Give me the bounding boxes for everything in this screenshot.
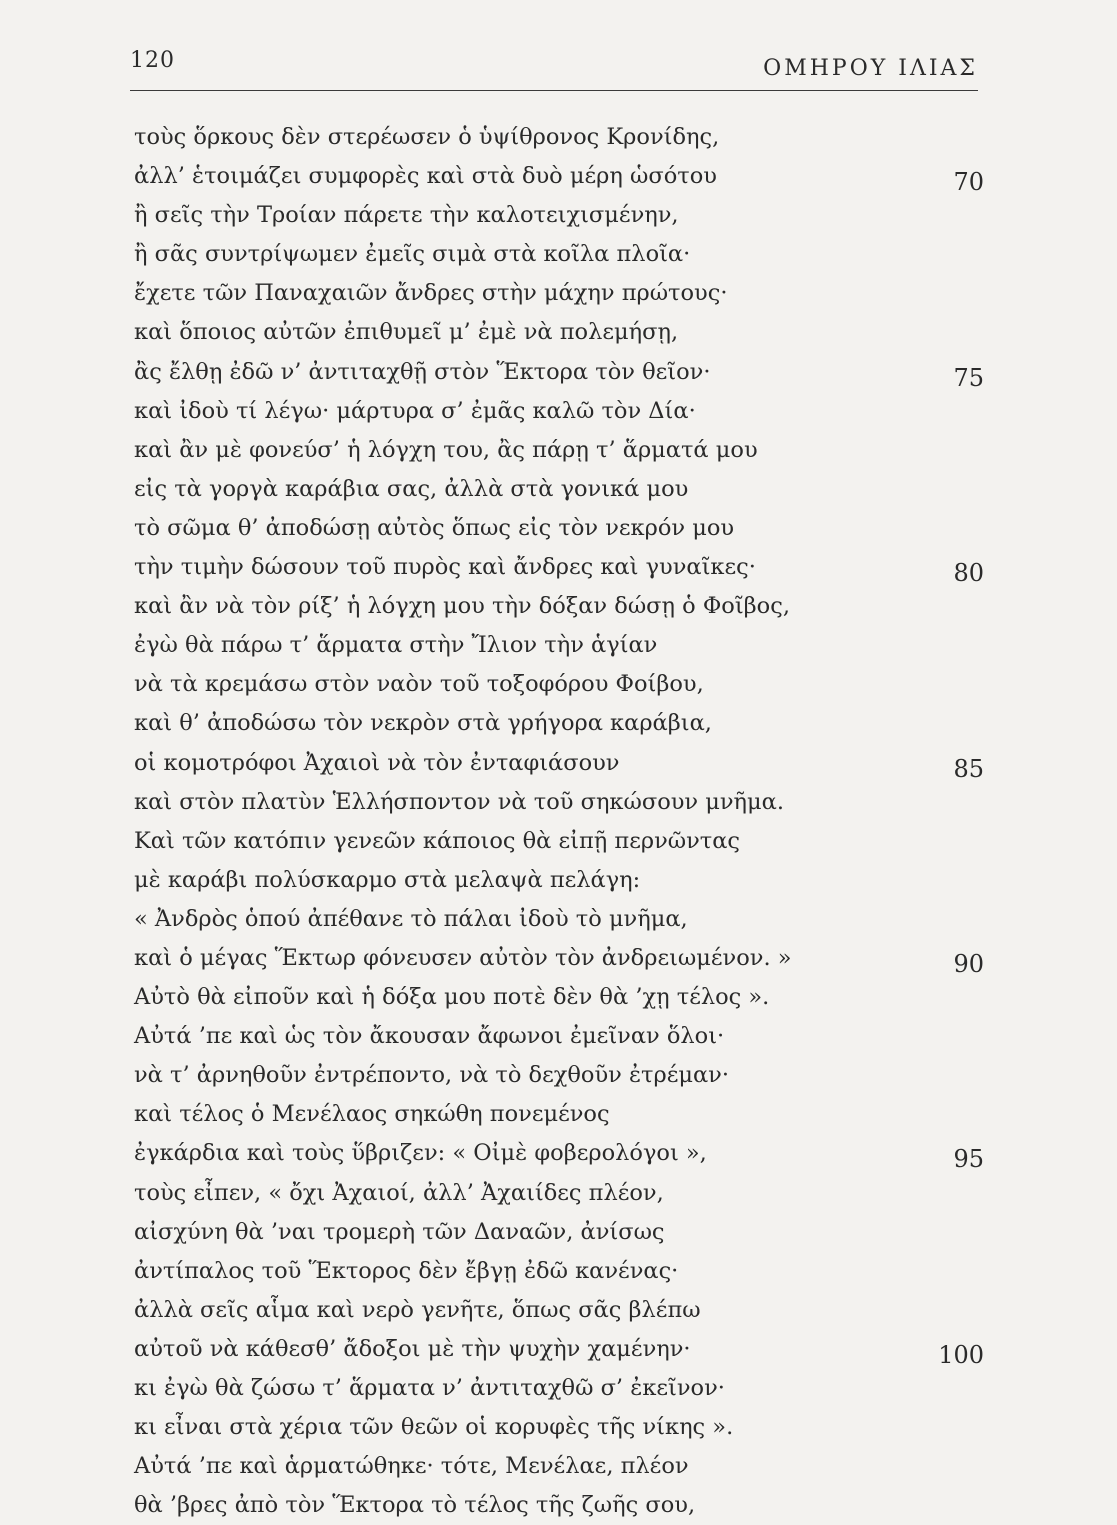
header-rule [130, 90, 978, 91]
verse-line [134, 665, 984, 704]
verse-line [134, 704, 984, 743]
verse-line [134, 1369, 984, 1408]
verse-text: αἰσχύνη θὰ ’ναι τρομερὴ τῶν Δαναῶν, ἀνίσως [134, 1218, 665, 1245]
verse-text: νὰ τ’ ἀρνηθοῦν ἐντρέποντο, νὰ τὸ δεχθοῦν ἐτρέμαν· [134, 1062, 730, 1089]
verse-line [134, 822, 984, 861]
verse-text: καὶ θ’ ἀποδώσω τὸν νεκρὸν στὰ γρήγορα καράβια, [134, 710, 712, 737]
verse-text: καὶ τέλος ὁ Μενέλαος σηκώθη πονεμένος [134, 1101, 610, 1128]
verse-line [134, 470, 984, 509]
verse-line [134, 235, 984, 274]
verse-line [134, 626, 984, 665]
verse-text: καὶ ἂν μὲ φονεύσ’ ἡ λόγχη του, ἂς πάρῃ τ’ ἅρματά μου [134, 436, 758, 463]
verse-text: οἱ κομοτρόφοι Ἀχαιοὶ νὰ τὸν ἐνταφιάσουν [134, 749, 620, 776]
verse-text: νὰ τὰ κρεμάσω στὸν ναὸν τοῦ τοξοφόρου Φοίβου, [134, 671, 704, 698]
line-number: 95 [953, 1145, 984, 1174]
verse-line [134, 939, 984, 978]
verse-text: τοὺς εἶπεν, « ὄχι Ἀχαιοί, ἀλλ’ Ἀχαιίδες πλέον, [134, 1179, 664, 1206]
verse-text: ἔχετε τῶν Παναχαιῶν ἄνδρες στὴν μάχην πρώτους· [134, 280, 728, 307]
verse-list [134, 118, 984, 1525]
verse-line [134, 431, 984, 470]
line-number: 85 [953, 754, 984, 783]
verse-text: ἀλλὰ σεῖς αἷμα καὶ νερὸ γενῆτε, ὅπως σᾶς βλέπω [134, 1296, 701, 1323]
verse-text: Αὐτὸ θὰ εἰποῦν καὶ ἡ δόξα μου ποτὲ δὲν θὰ ’χῃ τέλος ». [134, 984, 770, 1011]
verse-text: ἐγκάρδια καὶ τοὺς ὕβριζεν: « Οἰμὲ φοβερολόγοι », [134, 1140, 707, 1167]
verse-text: εἰς τὰ γοργὰ καράβια σας, ἀλλὰ στὰ γονικά μου [134, 475, 689, 502]
line-number: 75 [953, 363, 984, 392]
verse-text: καὶ στὸν πλατὺν Ἑλλήσποντον νὰ τοῦ σηκώσουν μνῆμα. [134, 788, 784, 815]
page-header [130, 40, 978, 88]
verse-line [134, 196, 984, 235]
line-number: 100 [938, 1340, 984, 1369]
verse-line [134, 274, 984, 313]
verse-text: καὶ ἂν νὰ τὸν ρίξ’ ἡ λόγχη μου τὴν δόξαν δώσῃ ὁ Φοῖβος, [134, 593, 790, 620]
verse-text: Αὐτά ’πε καὶ ὡς τὸν ἄκουσαν ἄφωνοι ἐμεῖναν ὅλοι· [134, 1023, 725, 1050]
verse-line [134, 1291, 984, 1330]
verse-text: « Ἀνδρὸς ὁπού ἀπέθανε τὸ πάλαι ἰδοὺ τὸ μνῆμα, [134, 905, 688, 932]
verse-text: ἀντίπαλος τοῦ Ἕκτορος δὲν ἔβγῃ ἐδῶ κανένας· [134, 1257, 679, 1284]
verse-line [134, 353, 984, 392]
verse-text: ἂς ἔλθῃ ἐδῶ ν’ ἀντιταχθῇ στὸν Ἕκτορα τὸν θεῖον· [134, 358, 711, 385]
verse-line [134, 392, 984, 431]
verse-line [134, 548, 984, 587]
verse-line [134, 1056, 984, 1095]
verse-line [134, 1095, 984, 1134]
line-number: 70 [953, 168, 984, 197]
verse-text: Αὐτά ’πε καὶ ἁρματώθηκε· τότε, Μενέλαε, πλέον [134, 1453, 689, 1480]
verse-line [134, 509, 984, 548]
verse-line [134, 1174, 984, 1213]
verse-text: ἢ σᾶς συντρίψωμεν ἐμεῖς σιμὰ στὰ κοῖλα πλοῖα· [134, 241, 691, 268]
verse-text: μὲ καράβι πολύσκαρμο στὰ μελαψὰ πελάγη: [134, 866, 641, 893]
verse-line [134, 1252, 984, 1291]
verse-text: Καὶ τῶν κατόπιν γενεῶν κάποιος θὰ εἰπῇ περνῶντας [134, 827, 741, 854]
verse-line [134, 313, 984, 352]
verse-line [134, 1017, 984, 1056]
verse-text: κι ἐγὼ θὰ ζώσω τ’ ἅρματα ν’ ἀντιταχθῶ σ’ ἐκεῖνον· [134, 1375, 725, 1401]
verse-text: τὸ σῶμα θ’ ἀποδώσῃ αὐτὸς ὅπως εἰς τὸν νεκρόν μου [134, 514, 735, 541]
verse-line [134, 978, 984, 1017]
verse-line [134, 1213, 984, 1252]
running-title: ΟΜΗΡΟΥ ΙΛΙΑΣ [763, 56, 978, 81]
verse-line [134, 861, 984, 900]
verse-line [134, 900, 984, 939]
verse-line [134, 1447, 984, 1486]
verse-text: καὶ ὁ μέγας Ἕκτωρ φόνευσεν αὐτὸν τὸν ἀνδρειωμένον. » [134, 944, 792, 971]
verse-line [134, 587, 984, 626]
verse-text: καὶ ὅποιος αὐτῶν ἐπιθυμεῖ μ’ ἐμὲ νὰ πολεμήσῃ, [134, 319, 679, 346]
verse-line [134, 1134, 984, 1173]
verse-line [134, 1486, 984, 1525]
verse-text: κι εἶναι στὰ χέρια τῶν θεῶν οἱ κορυφὲς τῆς νίκης ». [134, 1414, 734, 1441]
verse-text: καὶ ἰδοὺ τί λέγω· μάρτυρα σ’ ἐμᾶς καλῶ τὸν Δία· [134, 397, 696, 424]
verse-text: θὰ ’βρες ἀπὸ τὸν Ἕκτορα τὸ τέλος τῆς ζωῆς σου, [134, 1492, 696, 1519]
verse-line [134, 157, 984, 196]
verse-text: αὐτοῦ νὰ κάθεσθ’ ἄδοξοι μὲ τὴν ψυχὴν χαμένην· [134, 1335, 691, 1362]
verse-text: τοὺς ὅρκους δὲν στερέωσεν ὁ ὑψίθρονος Κρονίδης, [134, 124, 720, 150]
line-number: 80 [953, 559, 984, 588]
verse-line [134, 118, 984, 157]
verse-text: ἀλλ’ ἑτοιμάζει συμφορὲς καὶ στὰ δυὸ μέρη ὡσότου [134, 163, 717, 190]
verse-line [134, 783, 984, 822]
verse-line [134, 1408, 984, 1447]
line-number: 90 [953, 949, 984, 978]
verse-text: τὴν τιμὴν δώσουν τοῦ πυρὸς καὶ ἄνδρες καὶ γυναῖκες· [134, 554, 756, 581]
verse-text: ἢ σεῖς τὴν Τροίαν πάρετε τὴν καλοτειχισμένην, [134, 202, 679, 229]
verse-line [134, 1330, 984, 1369]
verse-line [134, 744, 984, 783]
verse-text: ἐγὼ θὰ πάρω τ’ ἅρματα στὴν Ἴλιον τὴν ἁγίαν [134, 632, 658, 659]
page-number: 120 [130, 48, 175, 73]
